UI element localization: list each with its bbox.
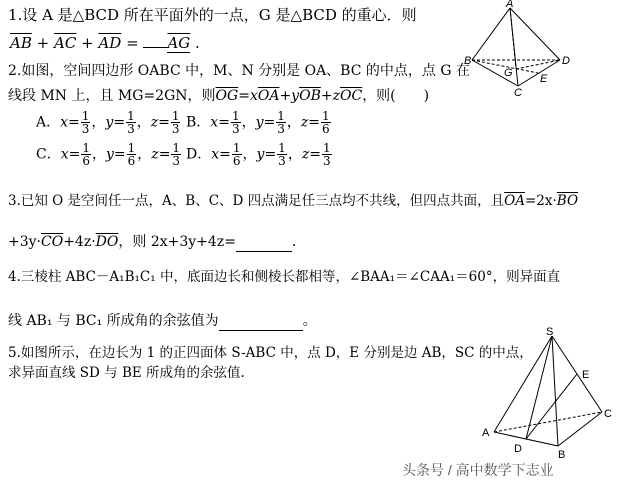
- q2-option-a[interactable]: A．x= $\frac{1}{3}$ ，y= $\frac{1}{3}$ ，z= $\frac{1}{3}$: [36, 109, 180, 136]
- fig2-label-s: S: [546, 326, 554, 338]
- vector-ag: $\overline{AG}$: [167, 34, 191, 52]
- vector-oc: $\overline{OC}$: [339, 88, 363, 104]
- q2-line1: 2.如图，空间四边形 OABC 中，M、N 分别是 OA、BC 的中点，点 G 在: [8, 63, 470, 79]
- fig1-label-e: E: [540, 73, 548, 85]
- q3-line2: $+3y\cdot\overline{CO}+4z\cdot\overline{DO}$，则 2x+3y+4z= ．: [8, 234, 306, 250]
- q2-option-d[interactable]: D．x= $\frac{1}{6}$ ，y= $\frac{1}{3}$ ，z= $\frac{1}{3}$: [186, 141, 331, 168]
- q2-option-b[interactable]: B．x= $\frac{1}{3}$ ，y= $\frac{1}{3}$ ，z= $\frac{1}{6}$: [186, 109, 330, 136]
- vector-ab: $\overline{AB}$: [10, 34, 32, 52]
- q2-option-c[interactable]: C．x= $\frac{1}{6}$ ，y= $\frac{1}{6}$ ，z= $\frac{1}{3}$: [36, 141, 181, 168]
- tetrahedron-figure-2: [476, 326, 626, 461]
- vector-co: $\overline{CO}$: [41, 234, 64, 250]
- watermark: 头条号 / 高中数学下志业: [402, 462, 554, 478]
- vector-oa-q3: $\overline{OA}$: [504, 193, 525, 209]
- vector-bo: $\overline{BO}$: [556, 193, 579, 209]
- vector-do: $\overline{DO}$: [95, 234, 119, 250]
- q4-line1: 4.三棱柱 ABC－A₁B₁C₁ 中，底面边长和侧棱长都相等，∠BAA₁＝∠CAA₁＝60°，则异面直: [8, 269, 561, 285]
- q4-line2: 线 AB₁ 与 BC₁ 所成角的余弦值为 。: [8, 313, 317, 329]
- fig2-label-a: A: [482, 427, 490, 439]
- vector-ob: $\overline{OB}$: [299, 88, 321, 104]
- fig1-label-g: G: [504, 67, 513, 79]
- fig1-label-a: A: [506, 0, 514, 10]
- q3-line1: 3.已知 O 是空间任一点，A、B、C、D 四点满足任三点均不共线，但四点共面，且$\overline{OA}=2x\cdot\overline{BO}$: [8, 193, 579, 209]
- q1-answer-blank: [143, 47, 167, 48]
- fig1-label-b: B: [464, 55, 472, 67]
- q3-answer-blank: [236, 233, 292, 252]
- fig2-label-c: C: [604, 408, 612, 420]
- q5-line2: 求异面直线 SD 与 BE 所成角的余弦值.: [8, 365, 245, 381]
- tetrahedron-figure-1: [466, 2, 596, 97]
- q2-line2: 线段 MN 上，且 MG=2GN，则$\overline{OG}=x\overline{OA}+y\overline{OB}+z\overline{OC}$，则( ): [8, 88, 430, 104]
- fig2-label-b: B: [558, 449, 566, 461]
- vector-ad: $\overline{AD}$: [98, 34, 122, 52]
- q4-answer-blank: [219, 312, 303, 331]
- q1-line2: $\overline{AB} + \overline{AC} + \overline{AD} = \overline{AG}$ .: [10, 34, 200, 52]
- q1-line1: 1.设 A 是△BCD 所在平面外的一点，G 是△BCD 的重心．则: [8, 6, 417, 24]
- q5-line1: 5.如图所示，在边长为 1 的正四面体 S-ABC 中，点 D，E 分别是边 AB，SC 的中点，: [8, 345, 533, 361]
- vector-oa: $\overline{OA}$: [257, 88, 280, 104]
- fig1-label-d: D: [562, 55, 570, 67]
- fig2-label-e: E: [582, 369, 590, 381]
- vector-ac: $\overline{AC}$: [54, 34, 77, 52]
- vector-og: $\overline{OG}$: [215, 88, 239, 104]
- fig1-label-c: C: [514, 87, 522, 99]
- fig2-label-d: D: [514, 443, 522, 455]
